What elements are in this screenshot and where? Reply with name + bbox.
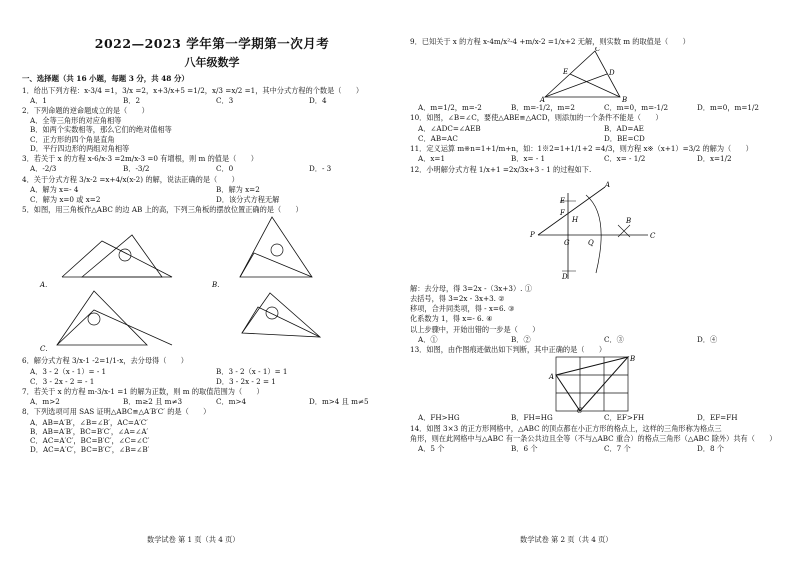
- q6-option-c: C．3 - 2x - 2 = - 1: [30, 376, 95, 386]
- q5-label-b: B．: [212, 281, 225, 290]
- q13-point-e: E: [560, 196, 566, 205]
- q14-grid: [556, 357, 628, 414]
- q4-option-d: D．该分式方程无解: [216, 194, 280, 204]
- q13-point-b: B: [626, 216, 632, 225]
- q14-point-c: C: [577, 407, 583, 414]
- q10-option-b: B．AD=AE: [604, 123, 644, 133]
- q3-options: [30, 164, 402, 173]
- q14-option-d: D．8 个: [697, 443, 724, 453]
- q12-option-b: B．②: [511, 334, 531, 344]
- q1-option-d: D．4: [309, 95, 327, 105]
- q9-option-a: A．m=1/2，m=-2: [418, 103, 482, 113]
- q5-set-square-d: [242, 293, 320, 337]
- q12-option-a: A．①: [418, 334, 438, 344]
- exam-subtitle: 八年级数学: [184, 56, 240, 69]
- q13-point-d: D: [562, 272, 568, 281]
- q4-options-row1: [30, 185, 402, 194]
- q12-step-2: 去括号，得 3=2x - 3x+3. ②: [410, 293, 505, 303]
- q13-point-q: Q: [588, 238, 594, 247]
- q2-option-a: A．全等三角形的对应角相等: [30, 116, 122, 126]
- q8-option-c: C．AC=A′C′，BC=B′C′，∠C=∠C′: [30, 436, 150, 446]
- q6-option-a: A．3 - 2（x - 1）= - 1: [30, 366, 107, 376]
- exam-title: 2022—2023 学年第一学期第一次月考: [94, 36, 330, 51]
- q5-set-square-a: [82, 235, 162, 277]
- q14-point-a: A: [549, 373, 555, 382]
- q12-step-1: 解：去分母，得 3=2x -（3x+3）. ①: [410, 283, 532, 293]
- q10-point-d: D: [609, 69, 615, 78]
- q14-point-b: B: [630, 355, 636, 364]
- q8-option-a: A．AB=A′B′，∠B=∠B′，AC=A′C′: [30, 417, 148, 427]
- q7-option-a: A．m>2: [30, 397, 60, 407]
- q14-option-c: C．7 个: [604, 443, 631, 453]
- q10-option-d: D．BE=CD: [604, 133, 645, 143]
- q11-option-c: C．x= - 1/2: [604, 154, 646, 164]
- footer-page-2: 数学试卷 第 2 页（共 4 页）: [520, 535, 613, 544]
- q14-triangle-abc: [556, 357, 628, 414]
- q10-segment-bd: [570, 74, 620, 97]
- q5-label-c: C．: [40, 345, 53, 354]
- q13-point-a: A: [605, 180, 611, 189]
- q13-construction-figure: [410, 175, 790, 283]
- q7-option-b: B．m≥2 且 m≠3: [123, 397, 183, 407]
- q10-option-a: A．∠ADC=∠AEB: [418, 123, 481, 133]
- q5-triangle-d: [242, 307, 320, 337]
- q4-option-b: B．解为 x=2: [216, 184, 260, 194]
- q14-option-a: A．5 个: [418, 443, 445, 453]
- question-14-line-2: 角形，则在此网格中与△ABC 有一条公共边且全等（不与△ABC 重合）的格点三角形（△ABC 除外）共有（ ）: [410, 433, 777, 443]
- question-10: 10．如图，∠B=∠C，要使△ABE≌△ACD，则添加的一个条件不能是（ ）: [410, 113, 663, 123]
- q10-options-row1: [418, 124, 790, 133]
- q7-options: [30, 397, 402, 406]
- q3-option-b: B．-3/2: [123, 164, 150, 174]
- q10-option-c: C．AB=AC: [418, 133, 458, 143]
- q2-option-b: B．如两个实数相等，那么它们的绝对值相等: [30, 125, 172, 135]
- q13-point-g: G: [564, 238, 570, 247]
- q13-point-p: P: [530, 230, 535, 239]
- q9-option-d: D．m=0，m=1/2: [697, 103, 759, 113]
- q12-step-3: 移项，合并同类项，得 - x=6. ③: [410, 304, 515, 314]
- q6-options-row1: [30, 367, 402, 376]
- q2-option-c: C．正方形的四个角是直角: [30, 134, 115, 144]
- q10-segment-ce: [545, 74, 607, 97]
- q3-option-c: C．0: [216, 164, 234, 174]
- q5-triangle-figures: [22, 215, 402, 355]
- question-7: 7．若关于 x 的方程 m-3/x-1 =1 的解为正数，则 m 的取值范围为（ ）: [22, 387, 264, 397]
- q13-point-c: C: [650, 231, 656, 240]
- q13-ray-pa: [538, 187, 605, 235]
- q4-option-a: A．解为 x=- 4: [30, 184, 79, 194]
- left-column: [22, 0, 402, 561]
- q12-step-4: 化系数为 1，得 x=- 6. ④: [410, 314, 493, 324]
- q5-set-square-hole-c: [88, 313, 100, 325]
- q5-set-square-c: [57, 291, 147, 345]
- q1-option-a: A．1: [30, 95, 47, 105]
- q5-set-square-hole-b: [271, 244, 283, 256]
- q12-option-c: C．③: [604, 334, 624, 344]
- question-9: 9．已知关于 x 的方程 x-4m/x²-4 +m/x-2 =1/x+2 无解，则实数 m 的取值是（ ）: [410, 37, 690, 46]
- q11-option-a: A．x=1: [418, 154, 446, 164]
- q1-option-b: B．2: [123, 95, 141, 105]
- q6-options-row2: [30, 377, 402, 386]
- question-11: 11．定义运算 m※n=1+1/m+n，如：1※2=1+1/1+2 =4/3，则方程 x※（x+1）=3/2 的解为（ ）: [410, 144, 753, 154]
- q14-options: [418, 444, 790, 453]
- question-12: 12．小明解分式方程 1/x+1 =2x/3x+3 - 1 的过程如下.: [410, 164, 592, 174]
- q10-point-e: E: [563, 68, 569, 77]
- q13-arc: [586, 195, 601, 273]
- q7-option-d: D．m>4 且 m≠5: [309, 397, 369, 407]
- q7-option-c: C．m>4: [216, 397, 247, 407]
- q2-option-d: D．平行四边形的两组对角相等: [30, 143, 130, 153]
- q5-set-square-hole-d: [266, 307, 278, 319]
- question-3: 3．若关于 x 的方程 x-6/x-3 =2m/x-3 =0 有增根，则 m 的值是（ ）: [22, 154, 258, 164]
- q12-step-question: 以上步骤中，开始出错的一步是（ ）: [410, 324, 540, 334]
- q12-option-d: D．④: [697, 334, 718, 344]
- q12-options: [418, 335, 790, 344]
- q3-option-d: D．- 3: [309, 164, 332, 174]
- q11-option-d: D．x=1/2: [697, 154, 732, 164]
- q4-option-c: C．解为 x=0 或 x=2: [30, 194, 101, 204]
- q5-set-square-b: [240, 217, 312, 277]
- q9-options: [418, 103, 790, 112]
- q13-point-f: F: [560, 208, 565, 217]
- q13-point-h: H: [572, 215, 579, 224]
- question-5: 5．如图，用三角板作△ABC 的边 AB 上的高，下列三角板的摆放位置正确的是（ ）: [22, 205, 303, 215]
- question-14-line-1: 14．如图 3×3 的正方形网格中，△ABC 的顶点都在小正方形的格点上，这样的三角形称为格点三: [410, 423, 722, 433]
- q11-options: [418, 154, 790, 163]
- q13-option-a: A．FH>HG: [418, 413, 460, 423]
- section-heading: 一、选择题（共 16 小题，每题 3 分，共 48 分）: [22, 74, 189, 84]
- footer-page-1: 数学试卷 第 1 页（共 4 页）: [147, 535, 240, 544]
- q14-grid-figure: [410, 355, 790, 413]
- q14-option-b: B．6 个: [511, 443, 538, 453]
- q11-option-b: B．x= - 1: [511, 154, 546, 164]
- q1-option-c: C．3: [216, 95, 234, 105]
- q3-option-a: A．-2/3: [30, 164, 57, 174]
- question-1: 1．给出下列方程：x-3/4 =1，3/x =2，x+3/x+5 =1/2，x/3 =x/2 =1，其中分式方程的个数是（ ）: [22, 85, 364, 95]
- question-6: 6．解分式方程 3/x-1 -2=1/1-x，去分母得（ ）: [22, 356, 188, 366]
- q10-point-a: A: [540, 96, 546, 104]
- q5-triangle-c: [57, 310, 172, 345]
- q9-option-c: C．m=0，m=-1/2: [604, 103, 669, 113]
- q8-option-d: D．AC=A′C′，BC=B′C′，∠B=∠B′: [30, 445, 150, 455]
- q6-option-b: B．3 - 2（x - 1）= 1: [216, 366, 288, 376]
- q4-options-row2: [30, 195, 402, 204]
- q6-option-d: D．3 - 2x - 2 = 1: [216, 376, 276, 386]
- q9-option-b: B．m=-1/2，m=2: [511, 103, 575, 113]
- question-8: 8．下列选项可用 SAS 证明△ABC≌△A′B′C′ 的是（ ）: [22, 407, 211, 417]
- question-2: 2．下列命题的逆命题成立的是（ ）: [22, 105, 149, 115]
- q10-point-c: C: [595, 47, 601, 54]
- q13-option-b: B．FH=HG: [511, 413, 553, 423]
- right-column: [410, 0, 790, 561]
- q10-options-row2: [418, 134, 790, 143]
- q8-option-b: B．AB=A′B′，BC=B′C′，∠A=∠A′: [30, 426, 149, 436]
- q13-options: [418, 413, 790, 422]
- q1-options: [30, 96, 402, 105]
- question-13: 13．如图，由作图痕迹做出如下判断，其中正确的是（ ）: [410, 345, 607, 355]
- q10-point-b: B: [622, 96, 628, 104]
- q5-label-a: A．: [40, 281, 53, 290]
- question-4: 4．关于分式方程 3/x-2 =x+4/x(x-2) 的解，说法正确的是（ ）: [22, 174, 239, 184]
- q13-option-c: C．EF>FH: [604, 413, 645, 423]
- q9-triangle-figure: [410, 47, 790, 103]
- q5-triangle-a: [62, 241, 172, 277]
- q13-option-d: D．EF=FH: [697, 413, 738, 423]
